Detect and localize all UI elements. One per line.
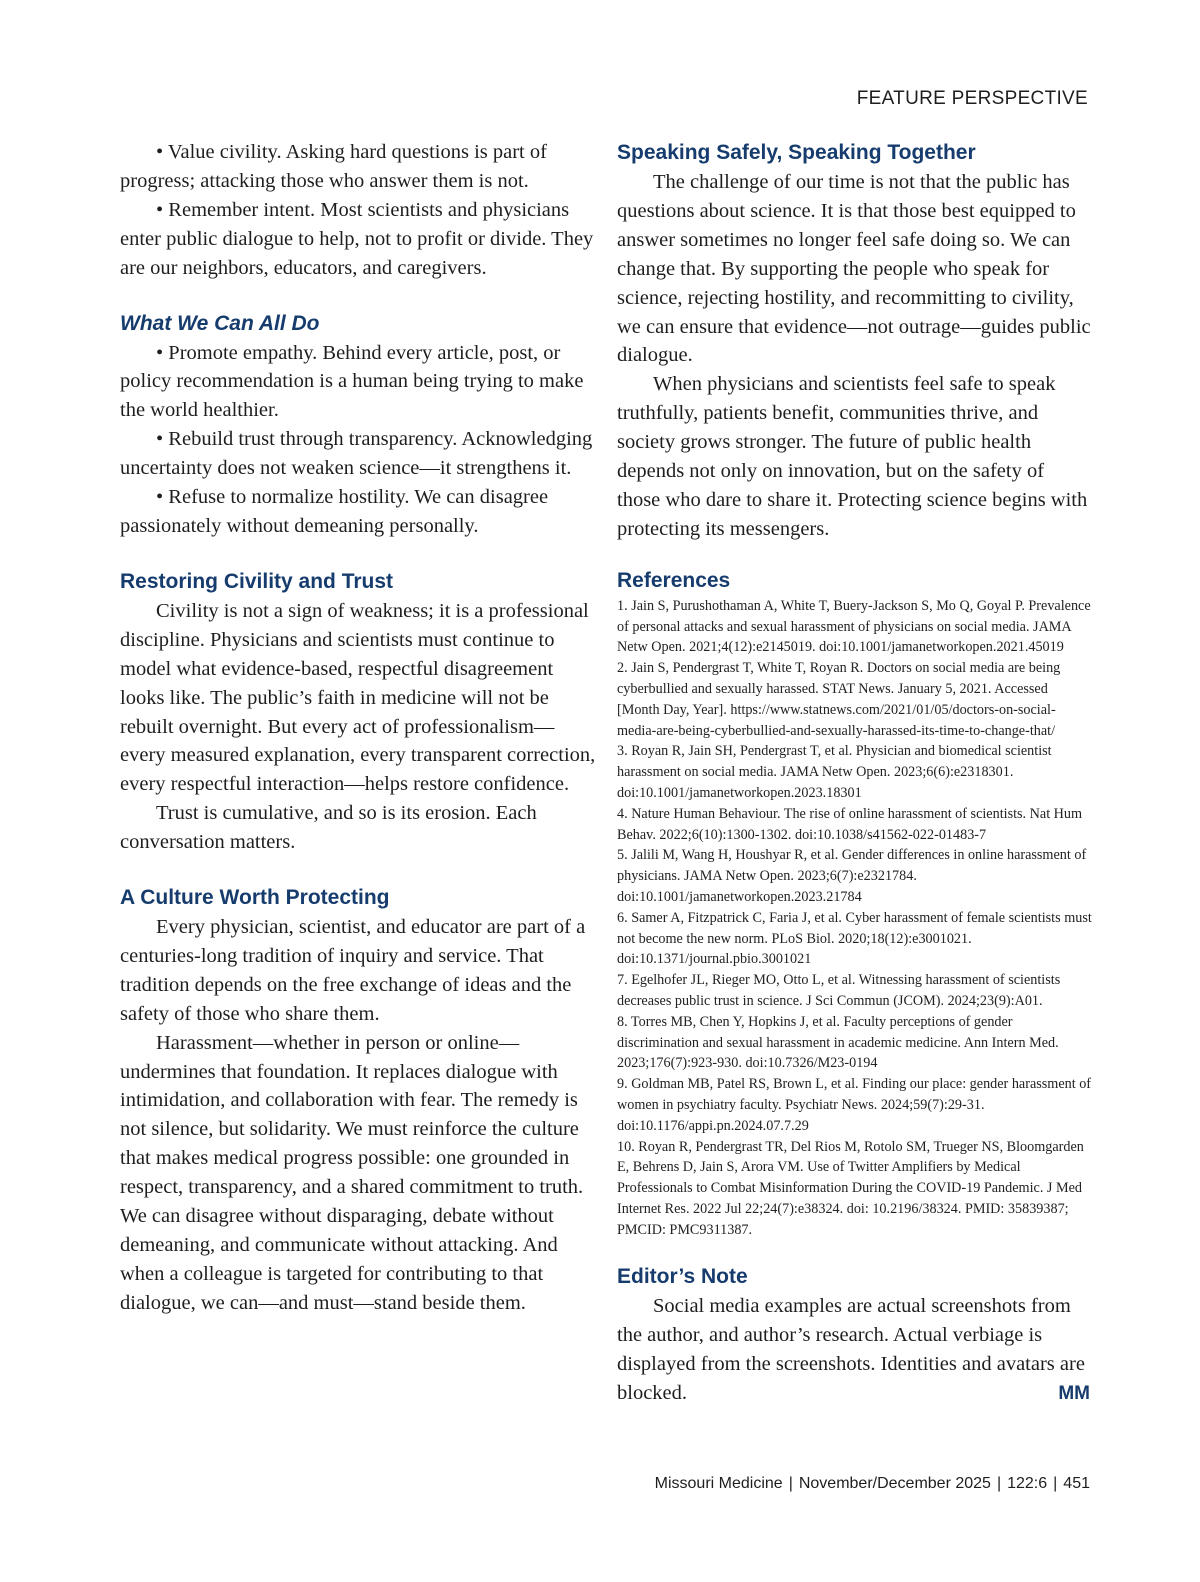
reference-item: 10. Royan R, Pendergrast TR, Del Rios M, Rotolo SM, Trueger NS, Bloomgarden E, Behrens D, Jain S, Arora VM. Use of Twitter Amplifiers by Medical Professionals to Combat Misinformation During the COVID-19 Pandemic. J Med Internet Res. 2022 Jul 22;24(7):e38324. doi: 10.2196/38324. PMID: 35839387; PMCID: PMC9311387. bbox=[617, 1138, 1084, 1238]
footer-volume-issue: 122:6 bbox=[1007, 1475, 1048, 1492]
heading-what-we-can-all-do: What We Can All Do bbox=[120, 311, 320, 335]
reference-item: 3. Royan R, Jain SH, Pendergrast T, et al. Physician and biomedical scientist harassment on social media. JAMA Netw Open. 2023;6(6):e2318301. doi:10.1001/jamanetworkopen.2023.18301 bbox=[617, 743, 1052, 801]
heading-culture-worth-protecting: A Culture Worth Protecting bbox=[120, 886, 390, 910]
paragraph-editors-note: Social media examples are actual screenshots from the author, and author’s research. Actual verbiage is displayed from the screenshots. Identities and avatars are blocked. bbox=[617, 1295, 1085, 1405]
paragraph-tradition: Every physician, scientist, and educator are part of a centuries-long tradition of inquiry and service. That tradition depends on the free exchange of ideas and the safety of those who share them. bbox=[120, 916, 586, 1025]
heading-references: References bbox=[617, 568, 731, 592]
page-footer bbox=[655, 1475, 1090, 1493]
footer-separator: | bbox=[996, 1475, 1002, 1492]
reference-item: 5. Jalili M, Wang H, Houshyar R, et al. Gender differences in online harassment of physicians. JAMA Netw Open. 2023;6(7):e2321784. doi:10.1001/jamanetworkopen.2023.21784 bbox=[617, 847, 1087, 905]
right-column bbox=[617, 138, 1092, 1408]
reference-item: 9. Goldman MB, Patel RS, Brown L, et al. Finding our place: gender harassment of women in psychiatry faculty. Psychiatr News. 2024;59(7):29-31. doi:10.1176/appi.pn.2024.07.7.29 bbox=[617, 1076, 1092, 1134]
paragraph-harassment: Harassment—whether in person or online—undermines that foundation. It replaces dialogue with intimidation, and collaboration with fear. The remedy is not silence, but solidarity. We must reinforce the culture that makes medical progress possible: one grounded in respect, transparency, and a shared commitment to truth. We can disagree without disparaging, debate without demeaning, and communicate without attacking. And when a colleague is targeted for contributing to that dialogue, we can—and must—stand beside them. bbox=[120, 1031, 584, 1314]
bullet-refuse-hostility: • Refuse to normalize hostility. We can disagree passionately without demeaning personally. bbox=[120, 486, 549, 537]
reference-item: 2. Jain S, Pendergrast T, White T, Royan R. Doctors on social media are being cyberbullied and sexually harassed. STAT News. January 5, 2021. Accessed [Month Day, Year]. https://www.statnews.com/2021/01/05/doctors-on-social-media-are-being-cyberbullied-and-sexually-harassed-its-time-to-change-that/ bbox=[617, 660, 1061, 739]
paragraph-safe-to-speak: When physicians and scientists feel safe to speak truthfully, patients benefit, communities thrive, and society grows stronger. The future of public health depends not only on innovation, but on the safety of those who dare to share it. Protecting science begins with protecting its messengers. bbox=[617, 373, 1088, 540]
footer-separator: | bbox=[788, 1475, 793, 1492]
footer-issue-date: November/December 2025 bbox=[798, 1475, 991, 1492]
paragraph-trust: Trust is cumulative, and so is its erosion. Each conversation matters. bbox=[120, 802, 537, 854]
reference-list bbox=[617, 596, 1092, 1241]
reference-item: 6. Samer A, Fitzpatrick C, Faria J, et al. Cyber harassment of female scientists must not become the new norm. PLoS Biol. 2020;18(12):e3001021. doi:10.1371/journal.pbio.3001021 bbox=[617, 909, 1092, 968]
heading-speaking-safely: Speaking Safely, Speaking Together bbox=[617, 141, 976, 164]
end-mark-mm: MM bbox=[1058, 1383, 1090, 1405]
reference-item: 8. Torres MB, Chen Y, Hopkins J, et al. Faculty perceptions of gender discrimination and sexual harassment in academic medicine. Ann Intern Med. 2023;176(7):923-930. doi:10.7326/M23-0194 bbox=[617, 1013, 1059, 1072]
footer-page-number: 451 bbox=[1063, 1475, 1090, 1492]
heading-restoring-civility: Restoring Civility and Trust bbox=[120, 569, 394, 593]
reference-item: 7. Egelhofer JL, Rieger MO, Otto L, et al. Witnessing harassment of scientists decreases public trust in science. J Sci Commun (JCOM). 2024;23(9):A01. bbox=[617, 972, 1061, 1009]
left-column bbox=[120, 138, 598, 1318]
reference-item: 1. Jain S, Purushothaman A, White T, Buery-Jackson S, Mo Q, Goyal P. Prevalence of personal attacks and sexual harassment of physicians on social media. JAMA Netw Open. 2021;4(12):e2145019. doi:10.1001/jamanetworkopen.2021.45019 bbox=[617, 597, 1091, 656]
editors-note-block bbox=[617, 1292, 1092, 1408]
paragraph-civility: Civility is not a sign of weakness; it is a professional discipline. Physicians and scientists must continue to model what evidence-based, respectful disagreement looks like. The public’s faith in medicine will not be rebuilt overnight. But every act of professionalism—every measured explanation, every transparent correction, every respectful interaction—helps restore confidence. bbox=[120, 599, 596, 796]
bullet-rebuild-trust: • Rebuild trust through transparency. Acknowledging uncertainty does not weaken science—it strengthens it. bbox=[120, 428, 593, 480]
paragraph-challenge: The challenge of our time is not that the public has questions about science. It is that those best equipped to answer sometimes no longer feel safe doing so. We can change that. By supporting the people who speak for science, rejecting hostility, and recommitting to civility, we can ensure that evidence—not outrage—guides public dialogue. bbox=[617, 171, 1091, 367]
reference-item: 4. Nature Human Behaviour. The rise of online harassment of scientists. Nat Hum Behav. 2022;6(10):1300-1302. doi:10.1038/s41562-022-01483-7 bbox=[617, 805, 1083, 843]
bullet-remember-intent: • Remember intent. Most scientists and physicians enter public dialogue to help, not to profit or divide. They are our neighbors, educators, and caregivers. bbox=[120, 198, 594, 279]
footer-journal: Missouri Medicine bbox=[654, 1475, 783, 1492]
bullet-promote-empathy: • Promote empathy. Behind every article, post, or policy recommendation is a human being trying to make the world healthier. bbox=[120, 341, 584, 422]
bullet-value-civility: • Value civility. Asking hard questions is part of progress; attacking those who answer them is not. bbox=[120, 141, 547, 192]
footer-separator: | bbox=[1053, 1475, 1058, 1492]
running-head: FEATURE PERSPECTIVE bbox=[856, 88, 1088, 109]
heading-editors-note: Editor’s Note bbox=[617, 1265, 748, 1289]
